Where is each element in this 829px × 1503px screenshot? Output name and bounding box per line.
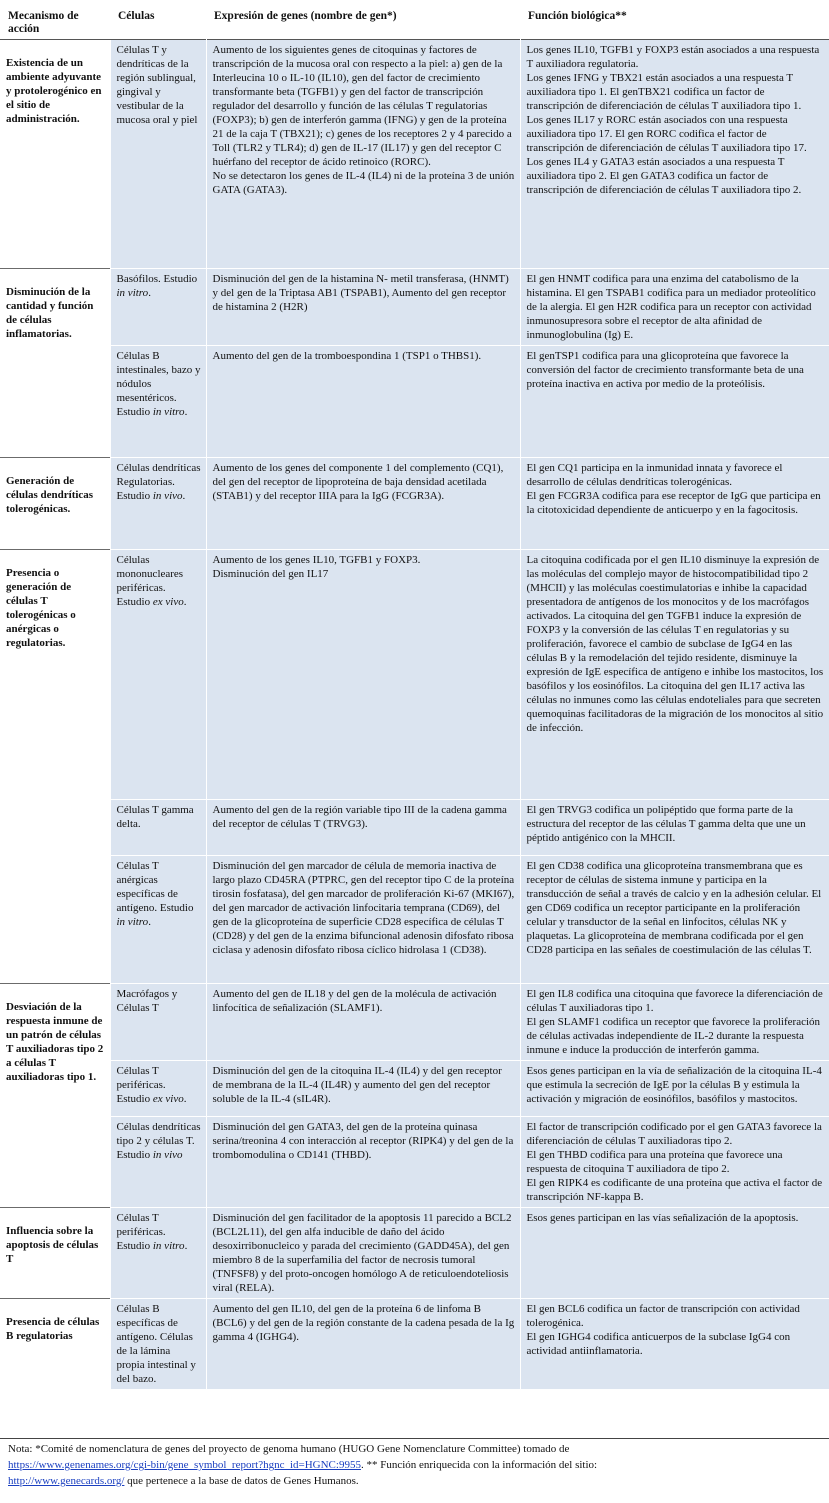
table-row [0, 269, 829, 346]
cells-cell [110, 1208, 206, 1299]
function-cell [520, 269, 829, 346]
function-paragraph: Los genes IL4 y GATA3 están asociados a una respuesta T auxiliadora tipo 2. El gen GATA3 codifica un factor de transcripción de diferenciación de células T auxiliadora tipo 2. [526, 156, 802, 196]
cells-cell [110, 458, 206, 550]
expression-cell [206, 269, 520, 346]
header-mechanism: Mecanismo de acción [8, 10, 79, 35]
table-body [0, 40, 829, 1390]
expression-cell [206, 856, 520, 984]
expression-cell [206, 550, 520, 800]
function-paragraph: El gen SLAMF1 codifica un receptor que favorece la proliferación de células activadas independiente de IL-2 durante la respuesta inmune e induce la producción de interferón gamma. [526, 1016, 821, 1056]
function-paragraph: El genTSP1 codifica para una glicoproteína que favorece la conversión del factor de crecimiento transformante beta de una proteína inactiva en activa por medio de la proteólisis. [526, 350, 804, 390]
study-type: in vitro [152, 406, 185, 418]
function-cell [520, 1208, 829, 1299]
function-paragraph: El gen IGHG4 codifica anticuerpos de la subclase IgG4 con actividad antiinflamatoria. [526, 1331, 791, 1357]
table-row [0, 984, 829, 1061]
cells-cell [110, 1061, 206, 1117]
table-row [0, 40, 829, 269]
expression-paragraph: Disminución del gen de la histamina N- metil transferasa, (HNMT) y del gen de la Triptasa AB1 (TSPAB1), Aumento del gen receptor de histamina 2 (H2R) [212, 273, 509, 313]
function-cell [520, 40, 829, 269]
cells-cell [110, 269, 206, 346]
function-paragraph: Los genes IFNG y TBX21 están asociados a una respuesta T auxiliadora tipo 1. El genTBX21 codifica un factor de transcripción de diferenciación de células T auxiliadora tipo 1. [526, 72, 802, 112]
table-bottom-rule [0, 1438, 829, 1439]
function-cell [520, 800, 829, 856]
expression-paragraph: Disminución del gen GATA3, del gen de la proteína quinasa serina/treonina 4 con interacción al receptor (RIPK4) y del gen de la trombomodulina o CD141 (THBD). [212, 1121, 514, 1161]
cells-cell [110, 1117, 206, 1208]
cells-text-end: . [183, 596, 187, 608]
table-row [0, 800, 829, 856]
cells-text-end: . [148, 916, 151, 928]
table-row [0, 856, 829, 984]
expression-cell [206, 984, 520, 1061]
expression-paragraph: Aumento del gen de la región variable tipo III de la cadena gamma del receptor de células T (TRVG3). [212, 804, 507, 830]
function-paragraph: El gen TRVG3 codifica un polipéptido que forma parte de la estructura del receptor de las células T gamma delta que une un péptido antigénico con la MHCII. [526, 804, 806, 844]
note-link-genecards[interactable]: http://www.genecards.org/ [8, 1475, 125, 1487]
table-row [0, 1061, 829, 1117]
cells-text-end: . [183, 1093, 187, 1105]
expression-paragraph: Disminución del gen facilitador de la apoptosis 11 parecido a BCL2 (BCL2L11), del gen alfa inducible de daño del ácido desoxirribonucleico y parada del crecimiento (GADD45A), del gen miembro 8 de la superfamilia del factor de necrosis tumoral (TNFSF8) y del proto-oncogen homólogo A de reticuloendoteliosis viral (RELA). [212, 1212, 512, 1294]
note-lead: Nota: *Comité de nomenclatura de genes del proyecto de genoma humano (HUGO Gene Nomenclature Committee) tomado de [8, 1443, 570, 1455]
expression-paragraph: Aumento de los siguientes genes de citoquinas y factores de transcripción de la mucosa oral con respecto a la piel: a) gen de la Interleucina 10 o IL-10 (IL10), gen del factor de crecimiento transformante beta (TGFB1) y gen del factor de transcripción regulador del desarrollo y función de las células T regulatorias (FOXP3); b) gen de interferón gamma (IFNG) y gen de la proteína 21 de la caja T (TBX21); c) genes de los receptores 2 y 4 parecido a Toll (TLR2 y TLR4); d) gen de IL-17 (IL17) y gen del receptor C huérfano del receptor de ácido retinoico (RORC). [212, 44, 512, 168]
cells-text: Células T periféricas. Estudio [116, 1065, 166, 1105]
study-type: in vivo [152, 490, 183, 502]
mechanism-cell: Existencia de un ambiente adyuvante y protolerogénico en el sitio de administración. [0, 40, 110, 269]
expression-paragraph: No se detectaron los genes de IL-4 (IL4) ni de la proteína 3 de unión GATA (GATA3). [212, 170, 515, 196]
function-paragraph: El gen THBD codifica para una proteína que favorece una respuesta de citoquina T auxiliadora de tipo 2. [526, 1149, 783, 1175]
cells-cell [110, 800, 206, 856]
expression-cell [206, 1117, 520, 1208]
cells-cell [110, 1299, 206, 1390]
expression-cell [206, 346, 520, 458]
cells-text: Basófilos. Estudio [116, 273, 198, 285]
function-cell [520, 346, 829, 458]
expression-paragraph: Aumento del gen de la tromboespondina 1 (TSP1 o THBS1). [212, 350, 482, 362]
cells-cell [110, 856, 206, 984]
function-cell [520, 984, 829, 1061]
expression-cell [206, 40, 520, 269]
function-paragraph: Los genes IL17 y RORC están asociados con una respuesta auxiliadora tipo 17. El gen RORC codifica el factor de transcripción de diferenciación de células T auxiliadora tipo 17. [526, 114, 807, 154]
study-type: ex vivo [152, 596, 184, 608]
cells-text: Células mononucleares periféricas. Estudio [116, 554, 184, 608]
expression-paragraph: Disminución del gen IL17 [212, 568, 329, 580]
function-cell [520, 550, 829, 800]
mechanism-cell: Presencia de células B regulatorias [0, 1299, 110, 1390]
study-type: in vivo [152, 1149, 183, 1161]
header-expression: Expresión de genes (nombre de gen*) [214, 10, 397, 22]
header-row [0, 0, 829, 40]
mechanism-cell: Disminución de la cantidad y función de células inflamatorias. [0, 269, 110, 458]
expression-cell [206, 1208, 520, 1299]
function-paragraph: El gen IL8 codifica una citoquina que favorece la diferenciación de células T auxiliadoras tipo 1. [526, 988, 823, 1014]
header-function: Función biológica** [528, 10, 627, 22]
function-paragraph: Esos genes participan en las vías señalización de la apoptosis. [526, 1212, 799, 1224]
study-type: in vitro [116, 287, 149, 299]
cells-cell [110, 346, 206, 458]
study-type: in vitro [152, 1240, 185, 1252]
expression-paragraph: Disminución del gen marcador de célula de memoria inactiva de largo plazo CD45RA (PTPRC, gen del receptor tipo C de la proteína tirosin fosfatasa), del gen marcador de proliferación Ki-67 (MKI67), del gen marcador de activación linfocitaria temprana (CD69), del gen de la glicoproteína de superficie CD28 específica de células T (CD28) y del gen de la enzima bifuncional adenosin difosfato ribosa ciclasa y adenosin difosfato ribosa cíclico hidrolasa 1 (CD38). [212, 860, 515, 956]
function-paragraph: El gen HNMT codifica para una enzima del catabolismo de la histamina. El gen TSPAB1 codifica para un mediador proteolítico de la alergia. El gen H2R codifica para un receptor con actividad inmunosupresora sobre el receptor de alta afinidad de inmunoglobulina (Ig) E. [526, 273, 816, 341]
cells-text: Macrófagos y Células T [116, 988, 178, 1014]
cells-cell: Células T y dendríticas de la región sublingual, gingival y vestibular de la mucosa oral y piel [110, 40, 206, 269]
function-paragraph: El factor de transcripción codificado por el gen GATA3 favorece la diferenciación de células T auxiliadoras tipo 2. [526, 1121, 822, 1147]
table-note [8, 1441, 823, 1489]
mechanism-cell: Influencia sobre la apoptosis de células T [0, 1208, 110, 1299]
function-paragraph: Los genes IL10, TGFB1 y FOXP3 están asociados a una respuesta T auxiliadora regulatoria. [526, 44, 820, 70]
note-mid: . ** Función enriquecida con la información del sitio: [360, 1459, 598, 1471]
expression-paragraph: Aumento del gen IL10, del gen de la proteína 6 de linfoma B (BCL6) y del gen de la región constante de la cadena pesada de la Ig gamma 4 (IGHG4). [212, 1303, 515, 1343]
function-paragraph: El gen RIPK4 es codificante de una proteína que activa el factor de transcripción NF-kappa B. [526, 1177, 823, 1203]
note-tail: que pertenece a la base de datos de Genes Humanos. [124, 1475, 359, 1487]
function-paragraph: Esos genes participan en la vía de señalización de la citoquina IL-4 que estimula la secreción de IgE por la células B y estimula la activación y migración de eosinófilos, basófilos y mastocitos. [526, 1065, 822, 1105]
function-cell [520, 458, 829, 550]
cells-text: Células dendríticas Regulatorias. Estudio [116, 462, 201, 502]
cells-text: Células dendríticas tipo 2 y células T. Estudio [116, 1121, 201, 1161]
cells-text: Células T periféricas. Estudio [116, 1212, 166, 1252]
expression-cell [206, 800, 520, 856]
table-row [0, 1208, 829, 1299]
function-paragraph: El gen FCGR3A codifica para ese receptor de IgG que participa en la citotoxicidad dependiente de anticuerpo y en la fagocitosis. [526, 490, 821, 516]
cells-cell [110, 550, 206, 800]
mechanism-cell: Desviación de la respuesta inmune de un patrón de células T auxiliadoras tipo 2 a células T auxiliadoras tipo 1. [0, 984, 110, 1208]
function-cell [520, 1299, 829, 1390]
mechanism-cell: Presencia o generación de células T tolerogénicas o anérgicas o regulatorias. [0, 550, 110, 984]
mechanism-cell: Generación de células dendríticas tolerogénicas. [0, 458, 110, 550]
function-paragraph: El gen CD38 codifica una glicoproteína transmembrana que es receptor de células de sistema inmune y participa en la transducción de señal a través de calcio y en la adhesión celular. El gen CD69 codifica un receptor participante en la proliferación celular y transductor de la señal en linfocitos, células NK y plaquetas. La glicoproteína de membrana codificada por el gen CD28 participa en las señales de coestimulación de las células T. [526, 860, 822, 956]
expression-cell [206, 458, 520, 550]
cells-text: Células T gamma delta. [116, 804, 194, 830]
function-cell [520, 856, 829, 984]
function-paragraph: El gen BCL6 codifica un factor de transcripción con actividad tolerogénica. [526, 1303, 800, 1329]
cells-text-end: . [182, 490, 186, 502]
expression-cell [206, 1299, 520, 1390]
cells-text: Células T anérgicas específicas de antígeno. Estudio [116, 860, 194, 914]
table-row [0, 1299, 829, 1390]
cells-cell [110, 984, 206, 1061]
function-cell [520, 1117, 829, 1208]
expression-cell [206, 1061, 520, 1117]
table-row [0, 550, 829, 800]
note-link-genenames[interactable]: https://www.genenames.org/cgi-bin/gene_symbol_report?hgnc_id=HGNC:9955 [8, 1459, 361, 1471]
study-type: ex vivo [152, 1093, 184, 1105]
table-row [0, 1117, 829, 1208]
header-cells: Células [118, 10, 155, 22]
expression-paragraph: Aumento de los genes IL10, TGFB1 y FOXP3. [212, 554, 421, 566]
study-type: in vitro [116, 916, 149, 928]
cells-text-end: . [184, 406, 188, 418]
table-row [0, 458, 829, 550]
cells-text: Células B específicas de antígeno. Células de la lámina propia intestinal y del bazo. [116, 1303, 196, 1385]
function-paragraph: La citoquina codificada por el gen IL10 disminuye la expresión de las moléculas del complejo mayor de histocompatibilidad tipo 2 (MHCII) y las moléculas coestimulatorias e inhibe la capacidad presentadora de antígenos de los monocitos y de los macrófagos activados. La citoquina del gen TGFB1 induce la expresión de FOXP3 y la conversión de las células T en regulatorias y su proliferación, favorece el cambio de subclase de IgG4 en las células B y la remodelación del tejido residente, disminuye la expresión de IgE específica de antígeno e inhibe los mastocitos, los basófilos y los eosinófilos. La citoquina del gen IL17 activa las células no inmunes como las células endoteliales para que secreten quemoquinas facilitadoras de la migración de los monocitos al sitio de infección. [526, 554, 824, 734]
expression-paragraph: Aumento del gen de IL18 y del gen de la molécula de activación linfocítica de señalización (SLAMF1). [212, 988, 497, 1014]
function-cell [520, 1061, 829, 1117]
table-row [0, 346, 829, 458]
function-paragraph: El gen CQ1 participa en la inmunidad innata y favorece el desarrollo de células dendríticas tolerogénicas. [526, 462, 783, 488]
cells-text-end: . [184, 1240, 188, 1252]
cells-text-end: . [148, 287, 151, 299]
cells-text: Células B intestinales, bazo y nódulos mesentéricos. Estudio [116, 350, 201, 418]
expression-paragraph: Aumento de los genes del componente 1 del complemento (CQ1), del gen del receptor de lipoproteína de baja densidad acetilada (STAB1) y del receptor IIIA para la IgG (FCGR3A). [212, 462, 504, 502]
expression-paragraph: Disminución del gen de la citoquina IL-4 (IL4) y del gen receptor de membrana de la IL-4 (IL4R) y aumento del gen del receptor soluble de la IL-4 (sIL4R). [212, 1065, 502, 1105]
